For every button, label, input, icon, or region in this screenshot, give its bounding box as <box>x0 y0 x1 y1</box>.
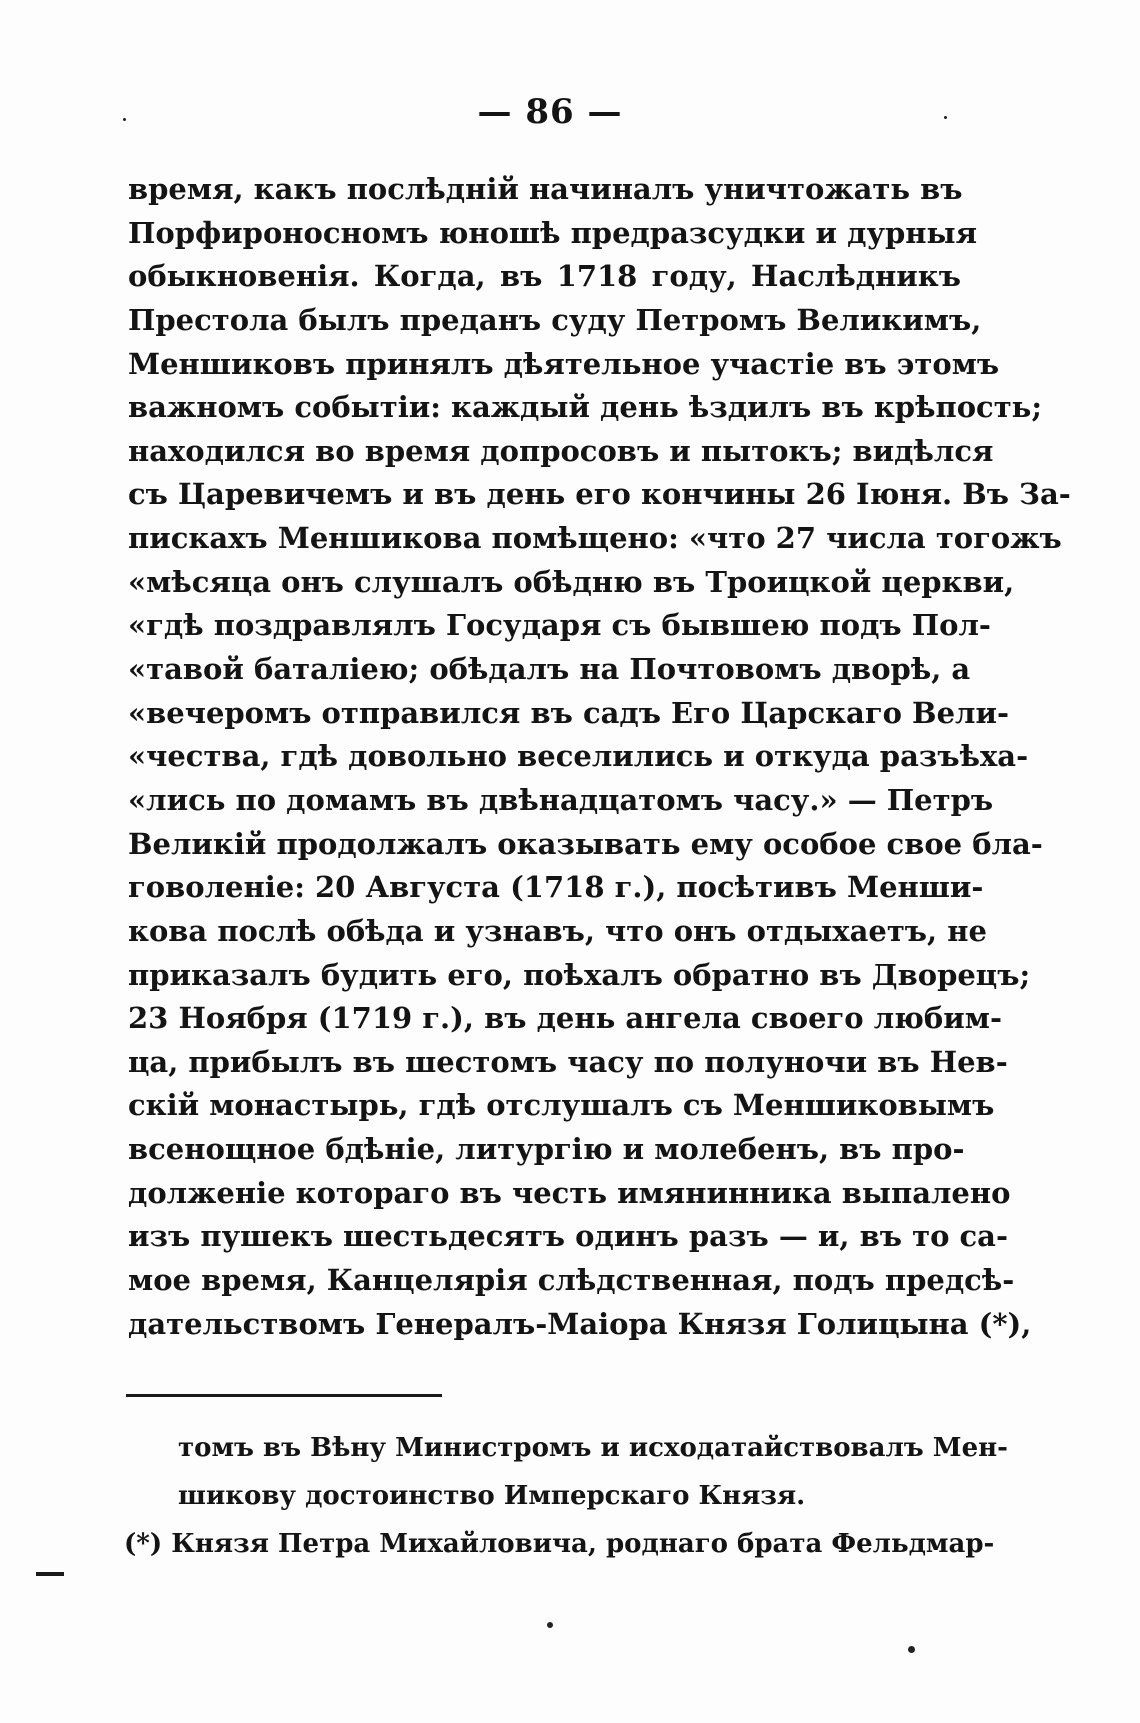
body-line: «мѣсяца онъ слушалъ обѣдню въ Троицкой церкви, <box>128 564 1015 599</box>
print-speck <box>944 116 947 119</box>
body-line: Престола былъ преданъ суду Петромъ Великимъ, <box>128 302 982 337</box>
body-line: изъ пушекъ шестьдесятъ одинъ разъ — и, въ то са- <box>128 1219 1008 1254</box>
body-line: «лись по домамъ въ двѣнадцатомъ часу.» — Петръ <box>128 782 994 817</box>
page-number: — 86 — <box>477 92 623 132</box>
body-line: ца, прибылъ въ шестомъ часу по полуночи въ Нев- <box>128 1044 1008 1079</box>
body-line: обыкновенія. Когда, въ 1718 году, Наслѣдникъ <box>128 259 961 294</box>
margin-mark <box>36 1572 64 1576</box>
print-speck <box>908 1646 915 1653</box>
body-line: «вечеромъ отправился въ садъ Его Царскаго Вели- <box>128 695 1010 730</box>
body-line: 23 Ноября (1719 г.), въ день ангела своего любим- <box>128 1001 1002 1036</box>
footnote-line: шикову достоинство Имперскаго Князя. <box>178 1481 806 1511</box>
print-speck <box>547 1622 553 1628</box>
body-line: Меншиковъ принялъ дѣятельное участіе въ этомъ <box>128 346 1000 381</box>
body-line: приказалъ будить его, поѣхалъ обратно въ Дворецъ; <box>128 957 1031 992</box>
body-text <box>128 168 1071 1346</box>
body-line: «тавой баталіею; обѣдалъ на Почтовомъ дворѣ, а <box>128 652 971 687</box>
footnote-line: (*) Князя Петра Михайловича, роднаго брата Фельдмар- <box>124 1529 995 1559</box>
body-line: дательствомъ Генералъ-Маіора Князя Голицына (*), <box>128 1306 1032 1341</box>
body-line: всенощное бдѣніе, литургію и молебенъ, въ про- <box>128 1132 965 1167</box>
body-line: пискахъ Меншикова помѣщено: «что 27 числа тогожъ <box>128 521 1062 556</box>
body-line: долженіе котораго въ честь имянинника выпалено <box>128 1175 1011 1210</box>
body-line: «гдѣ поздравлялъ Государя съ бывшею подъ Пол- <box>128 608 991 643</box>
body-line: время, какъ послѣдній начиналъ уничтожать въ <box>128 172 963 206</box>
body-line: «чества, гдѣ довольно веселились и откуда разъѣха- <box>128 739 1029 774</box>
footnotes <box>124 1424 1008 1568</box>
body-line: кова послѣ обѣда и узнавъ, что онъ отдыхаетъ, не <box>128 913 987 948</box>
body-line: Порфироносномъ юношѣ предразсудки и дурныя <box>128 215 978 250</box>
footnote-line: томъ въ Вѣну Министромъ и исходатайствовалъ Мен- <box>178 1433 1008 1463</box>
print-speck <box>123 118 126 121</box>
body-line: находился во время допросовъ и пытокъ; видѣлся <box>128 433 994 468</box>
body-line: скій монастырь, гдѣ отслушалъ съ Меншиковымъ <box>128 1088 995 1123</box>
body-line: говоленіе: 20 Августа (1718 г.), посѣтивъ Менши- <box>128 870 984 905</box>
body-line: Великій продолжалъ оказывать ему особое свое бла- <box>128 826 1043 861</box>
body-line: съ Царевичемъ и въ день его кончины 26 Іюня. Въ За- <box>128 477 1071 512</box>
footnote-separator <box>126 1394 442 1397</box>
body-line: мое время, Канцелярія слѣдственная, подъ предсѣ- <box>128 1263 1015 1298</box>
body-line: важномъ событіи: каждый день ѣздилъ въ крѣпость; <box>128 390 1043 425</box>
